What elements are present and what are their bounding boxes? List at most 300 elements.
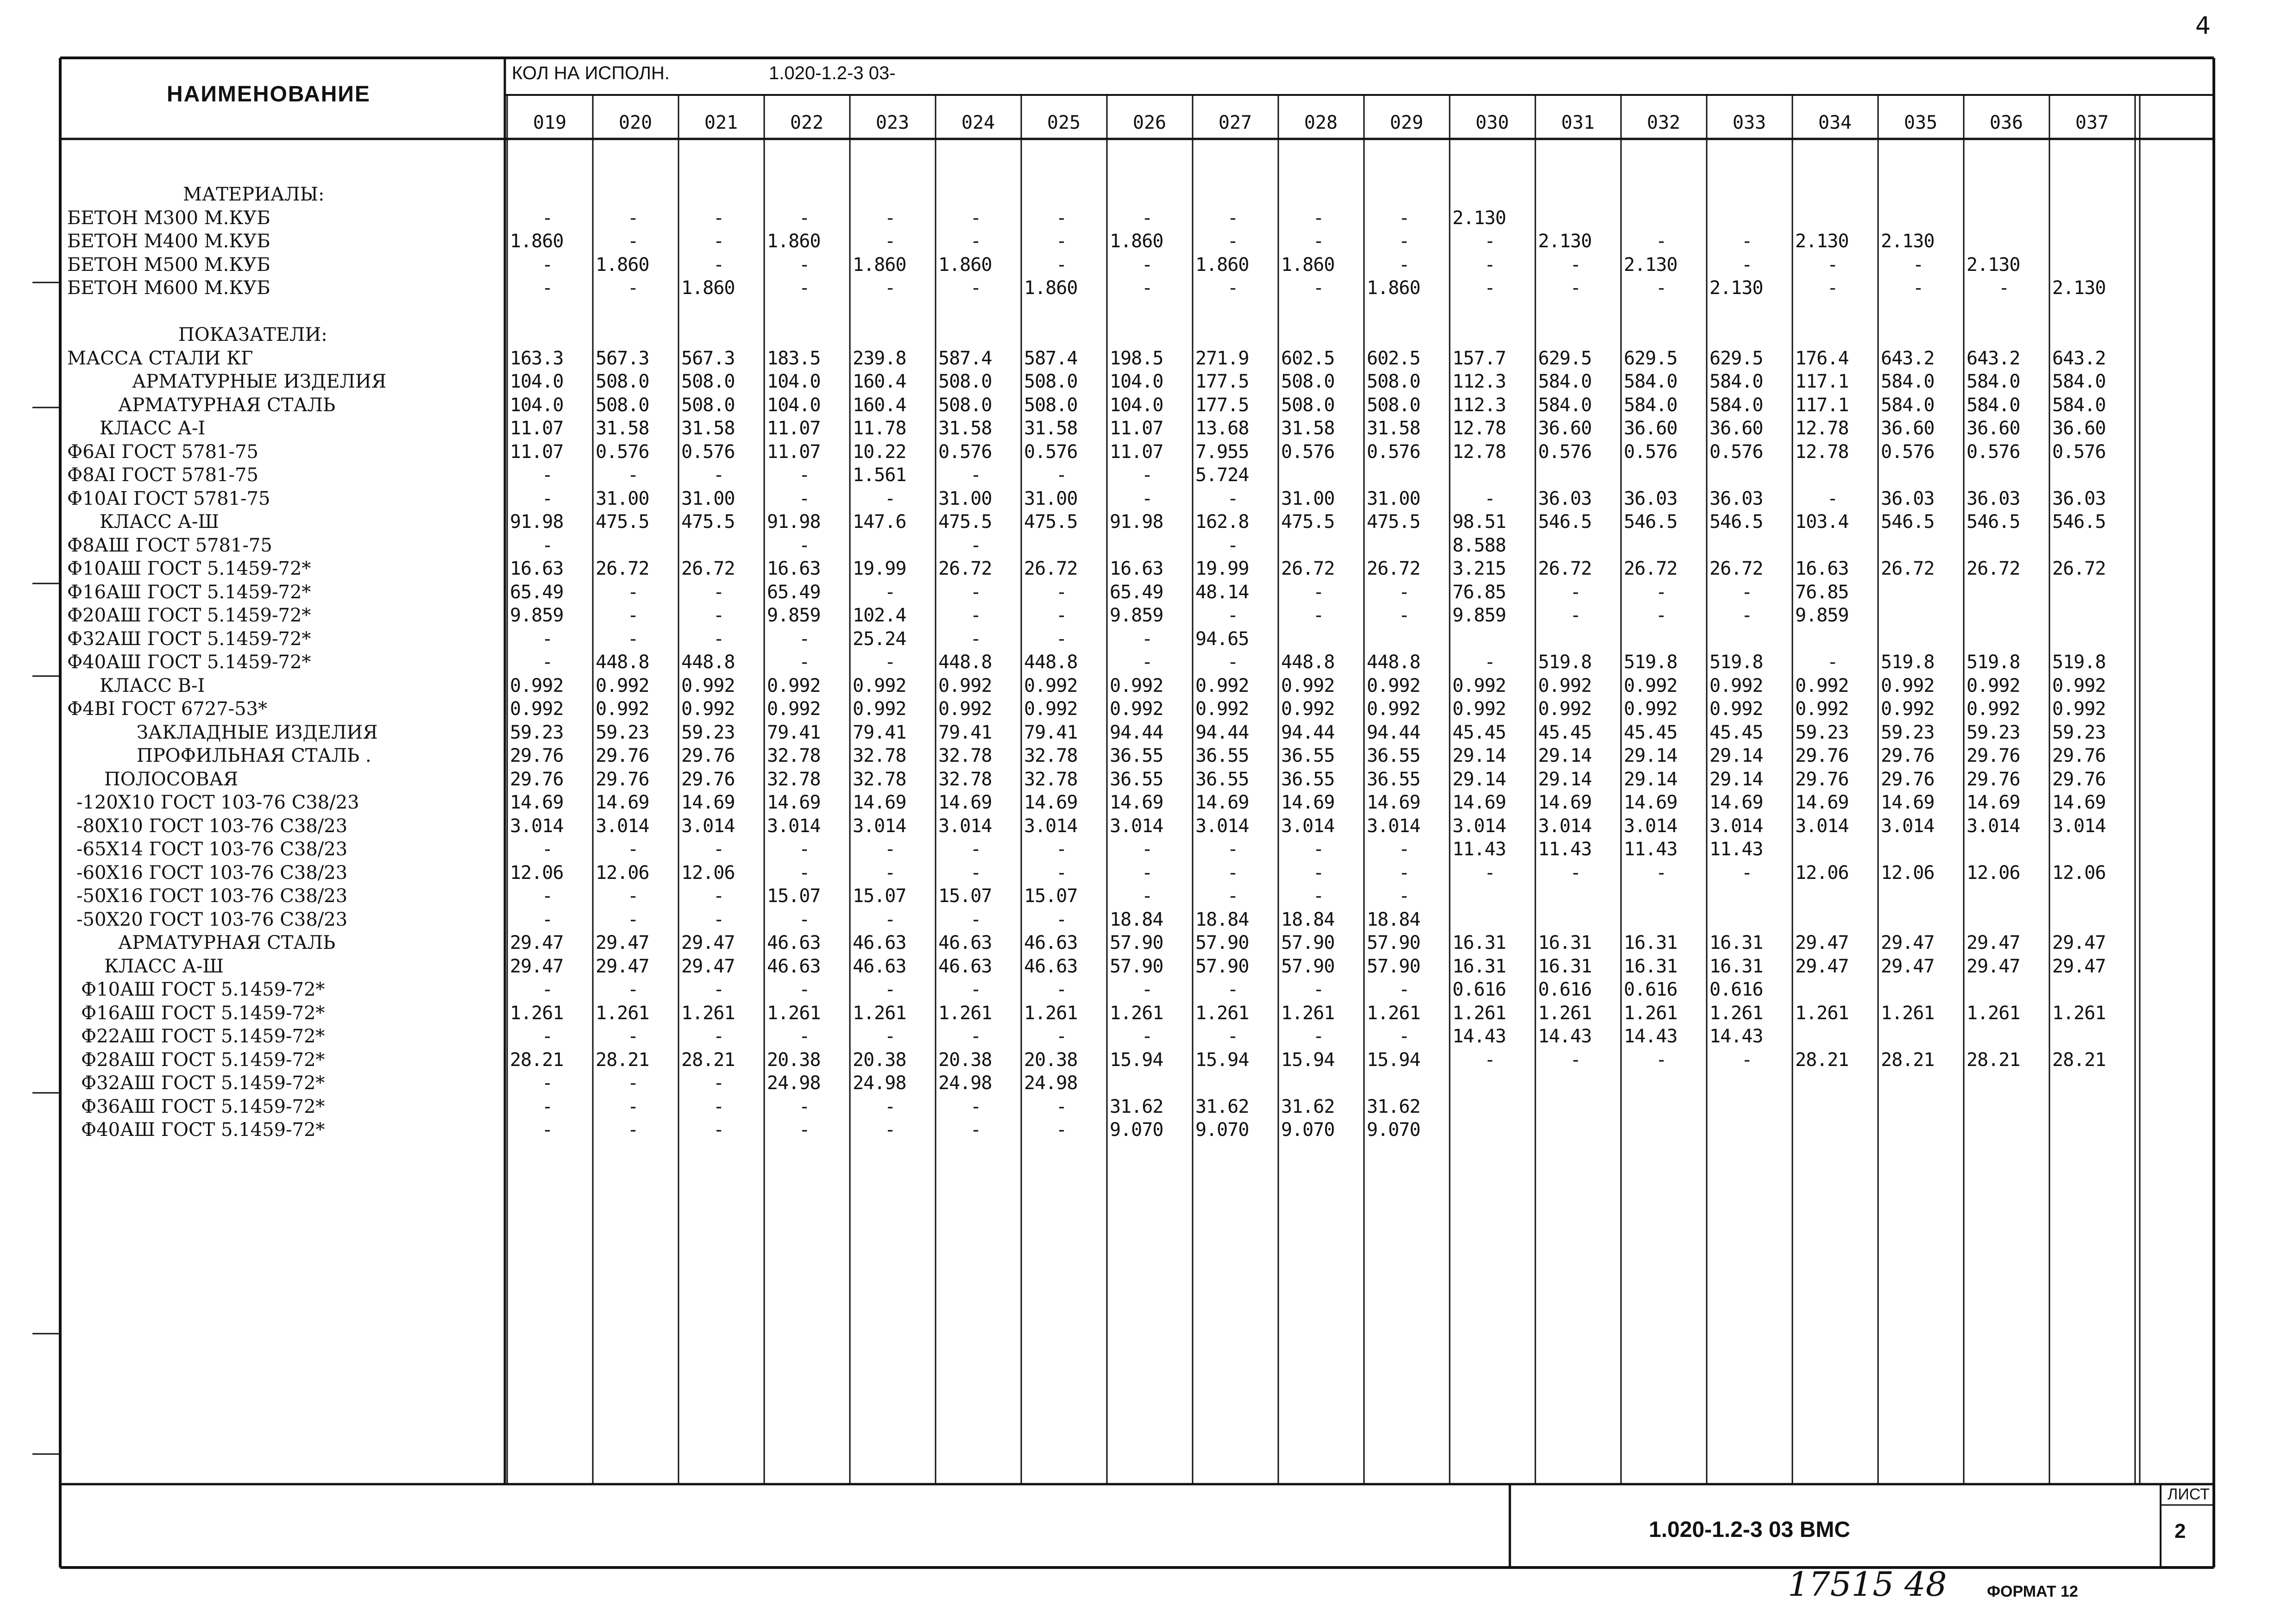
- row-label: КЛАСС А-I: [100, 418, 206, 439]
- table-cell: 2.130: [1795, 231, 1849, 252]
- table-cell: -: [970, 979, 981, 1000]
- table-cell: -: [1142, 464, 1153, 486]
- table-cell: 2.130: [1538, 231, 1592, 252]
- table-cell: 11.43: [1538, 839, 1592, 860]
- table-cell: 584.0: [1967, 394, 2020, 416]
- table-cell: 508.0: [1024, 394, 1078, 416]
- table-cell: 3.014: [1709, 815, 1763, 837]
- table-cell: 9.859: [1110, 605, 1163, 626]
- table-cell: 448.8: [1367, 652, 1420, 673]
- table-cell: -: [970, 909, 981, 930]
- table-cell: 32.78: [853, 768, 906, 790]
- row-label: Ф22АШ ГОСТ 5.1459-72*: [81, 1026, 325, 1047]
- table-cell: 2.130: [2052, 277, 2106, 299]
- table-cell: 59.23: [2052, 721, 2106, 743]
- table-cell: 19.99: [1195, 558, 1249, 579]
- table-cell: -: [713, 605, 724, 626]
- table-cell: 567.3: [681, 347, 735, 369]
- table-cell: 0.992: [596, 698, 649, 720]
- table-cell: 475.5: [596, 511, 649, 533]
- table-cell: 1.261: [1452, 1002, 1506, 1024]
- table-cell: 0.576: [1538, 441, 1592, 463]
- table-cell: 112.3: [1452, 371, 1506, 392]
- row-label: БЕТОН М400 М.КУБ: [67, 231, 270, 252]
- table-cell: -: [1827, 652, 1838, 673]
- sheet-number: 2: [2174, 1520, 2186, 1542]
- table-cell: 0.576: [1624, 441, 1678, 463]
- table-cell: -: [799, 652, 810, 673]
- row-label: МАТЕРИАЛЫ:: [183, 184, 325, 205]
- table-cell: 546.5: [2052, 511, 2106, 533]
- table-cell: -: [1741, 254, 1753, 276]
- table-cell: 29.14: [1624, 768, 1678, 790]
- table-cell: 31.62: [1367, 1096, 1420, 1117]
- table-cell: 14.69: [1281, 792, 1335, 813]
- table-cell: -: [970, 1119, 981, 1141]
- table-cell: 31.00: [938, 488, 992, 509]
- table-cell: -: [1741, 1049, 1753, 1071]
- table-cell: 584.0: [1881, 371, 1935, 392]
- table-cell: 57.90: [1367, 955, 1420, 977]
- table-cell: 1.261: [1624, 1002, 1678, 1024]
- table-cell: -: [713, 628, 724, 650]
- table-cell: -: [1827, 254, 1838, 276]
- table-cell: 629.5: [1538, 347, 1592, 369]
- column-number: 030: [1475, 112, 1509, 133]
- table-cell: -: [542, 488, 553, 509]
- table-cell: -: [970, 534, 981, 556]
- table-cell: 9.859: [1795, 605, 1849, 626]
- table-cell: 2.130: [1624, 254, 1678, 276]
- table-cell: -: [1741, 605, 1753, 626]
- table-cell: 643.2: [1967, 347, 2020, 369]
- table-cell: 546.5: [1624, 511, 1678, 533]
- table-cell: -: [1313, 979, 1324, 1000]
- table-cell: -: [970, 277, 981, 299]
- row-label: Ф16АШ ГОСТ 5.1459-72*: [81, 1002, 325, 1024]
- table-cell: 12.06: [681, 862, 735, 884]
- table-cell: 1.860: [767, 231, 821, 252]
- table-cell: -: [885, 979, 896, 1000]
- table-cell: -: [1227, 885, 1238, 907]
- table-cell: 59.23: [681, 721, 735, 743]
- table-cell: 643.2: [1881, 347, 1935, 369]
- table-cell: 29.76: [2052, 745, 2106, 766]
- table-cell: 16.31: [1452, 955, 1506, 977]
- table-cell: -: [1227, 652, 1238, 673]
- table-cell: 36.55: [1367, 745, 1420, 766]
- table-cell: 239.8: [853, 347, 906, 369]
- table-cell: -: [1484, 277, 1496, 299]
- table-cell: -: [1142, 488, 1153, 509]
- table-cell: 0.576: [938, 441, 992, 463]
- table-cell: -: [799, 534, 810, 556]
- table-cell: 12.06: [596, 862, 649, 884]
- table-cell: -: [1056, 207, 1067, 229]
- table-cell: 3.014: [1195, 815, 1249, 837]
- table-cell: 31.58: [1024, 418, 1078, 439]
- table-cell: 29.76: [596, 768, 649, 790]
- row-label: БЕТОН М600 М.КУБ: [67, 277, 270, 299]
- table-cell: 448.8: [681, 652, 735, 673]
- table-cell: 14.69: [1795, 792, 1849, 813]
- row-label: -60Х16 ГОСТ 103-76 С38/23: [76, 862, 348, 884]
- table-cell: 94.44: [1110, 721, 1163, 743]
- column-number: 023: [875, 112, 910, 133]
- table-cell: -: [1142, 1026, 1153, 1047]
- column-number: 020: [618, 112, 653, 133]
- format-label: ФОРМАТ 12: [1987, 1583, 2078, 1600]
- table-cell: 1.261: [2052, 1002, 2106, 1024]
- table-cell: 475.5: [681, 511, 735, 533]
- table-cell: 36.60: [1624, 418, 1678, 439]
- row-label: КЛАСС А-Ш: [104, 955, 224, 977]
- row-label: Ф8АШ ГОСТ 5781-75: [67, 534, 272, 556]
- table-cell: 11.07: [1110, 441, 1163, 463]
- table-cell: 584.0: [2052, 371, 2106, 392]
- table-cell: 14.69: [1538, 792, 1592, 813]
- table-cell: -: [1399, 839, 1410, 860]
- table-cell: 157.7: [1452, 347, 1506, 369]
- table-cell: -: [713, 254, 724, 276]
- table-cell: 177.5: [1195, 394, 1249, 416]
- handwritten-number: 17515 48: [1788, 1565, 1947, 1604]
- table-cell: -: [1827, 488, 1838, 509]
- table-cell: 0.992: [596, 675, 649, 696]
- table-cell: 31.58: [1367, 418, 1420, 439]
- table-cell: 0.992: [1110, 698, 1163, 720]
- table-cell: -: [1227, 231, 1238, 252]
- table-cell: 0.992: [1024, 675, 1078, 696]
- table-cell: -: [628, 581, 639, 603]
- table-cell: -: [1741, 231, 1753, 252]
- table-cell: 57.90: [1281, 955, 1335, 977]
- table-cell: 1.860: [1195, 254, 1249, 276]
- table-cell: -: [1313, 231, 1324, 252]
- table-cell: -: [1313, 885, 1324, 907]
- table-cell: -: [799, 464, 810, 486]
- column-number: 021: [704, 112, 738, 133]
- row-label: МАССА СТАЛИ КГ: [67, 347, 253, 369]
- table-cell: 12.78: [1452, 441, 1506, 463]
- column-number: 029: [1389, 112, 1424, 133]
- table-cell: 36.03: [1881, 488, 1935, 509]
- row-label: БЕТОН М500 М.КУБ: [67, 254, 270, 276]
- table-cell: -: [628, 1119, 639, 1141]
- table-cell: 1.860: [853, 254, 906, 276]
- table-cell: 14.69: [938, 792, 992, 813]
- table-cell: 76.85: [1452, 581, 1506, 603]
- table-cell: 31.62: [1281, 1096, 1335, 1117]
- table-cell: 29.47: [1795, 932, 1849, 953]
- table-cell: 36.60: [1881, 418, 1935, 439]
- table-cell: 14.69: [1624, 792, 1678, 813]
- table-cell: 508.0: [938, 394, 992, 416]
- table-cell: 36.55: [1110, 745, 1163, 766]
- table-cell: 0.992: [1281, 675, 1335, 696]
- table-cell: 508.0: [1367, 394, 1420, 416]
- table-cell: 26.72: [1538, 558, 1592, 579]
- table-cell: 584.0: [1538, 394, 1592, 416]
- table-cell: -: [1142, 862, 1153, 884]
- table-cell: 1.261: [1110, 1002, 1163, 1024]
- table-cell: 546.5: [1967, 511, 2020, 533]
- table-cell: -: [1484, 862, 1496, 884]
- column-number: 032: [1646, 112, 1681, 133]
- table-cell: 94.44: [1195, 721, 1249, 743]
- table-cell: -: [1227, 605, 1238, 626]
- table-cell: 65.49: [1110, 581, 1163, 603]
- table-cell: -: [885, 1096, 896, 1117]
- table-cell: 14.69: [510, 792, 564, 813]
- table-cell: 602.5: [1367, 347, 1420, 369]
- table-cell: 16.63: [1795, 558, 1849, 579]
- table-cell: 26.72: [2052, 558, 2106, 579]
- table-cell: 94.65: [1195, 628, 1249, 650]
- table-cell: 20.38: [853, 1049, 906, 1071]
- table-cell: 1.261: [1195, 1002, 1249, 1024]
- table-cell: 14.69: [767, 792, 821, 813]
- table-cell: 12.78: [1452, 418, 1506, 439]
- table-cell: -: [713, 581, 724, 603]
- table-cell: 18.84: [1281, 909, 1335, 930]
- table-cell: 0.576: [1281, 441, 1335, 463]
- table-cell: 1.860: [681, 277, 735, 299]
- table-cell: 36.60: [1538, 418, 1592, 439]
- table-cell: 16.31: [1624, 932, 1678, 953]
- table-cell: 28.21: [1881, 1049, 1935, 1071]
- table-cell: -: [1227, 207, 1238, 229]
- table-cell: -: [1313, 207, 1324, 229]
- table-cell: 147.6: [853, 511, 906, 533]
- table-cell: -: [1313, 839, 1324, 860]
- table-cell: 1.261: [1538, 1002, 1592, 1024]
- row-label: -65Х14 ГОСТ 103-76 С38/23: [76, 839, 348, 860]
- table-cell: -: [1056, 979, 1067, 1000]
- table-cell: -: [542, 628, 553, 650]
- table-cell: -: [1827, 277, 1838, 299]
- table-cell: 3.014: [938, 815, 992, 837]
- table-cell: 0.992: [1110, 675, 1163, 696]
- table-cell: 31.58: [938, 418, 992, 439]
- table-cell: 36.03: [2052, 488, 2106, 509]
- table-cell: -: [1570, 862, 1581, 884]
- table-cell: 102.4: [853, 605, 906, 626]
- table-cell: 103.4: [1795, 511, 1849, 533]
- table-cell: 0.992: [1795, 698, 1849, 720]
- table-cell: 32.78: [767, 745, 821, 766]
- column-number: 028: [1304, 112, 1338, 133]
- table-cell: 3.215: [1452, 558, 1506, 579]
- table-cell: 57.90: [1195, 932, 1249, 953]
- table-cell: -: [1313, 1026, 1324, 1047]
- table-cell: -: [542, 464, 553, 486]
- table-cell: -: [885, 909, 896, 930]
- table-cell: 32.78: [767, 768, 821, 790]
- table-cell: -: [1399, 207, 1410, 229]
- table-cell: 18.84: [1110, 909, 1163, 930]
- table-cell: -: [628, 207, 639, 229]
- table-cell: 0.992: [1967, 698, 2020, 720]
- table-cell: -: [628, 1096, 639, 1117]
- table-cell: 57.90: [1281, 932, 1335, 953]
- table-cell: 112.3: [1452, 394, 1506, 416]
- table-cell: 177.5: [1195, 371, 1249, 392]
- table-cell: 29.47: [2052, 955, 2106, 977]
- table-cell: 36.03: [1624, 488, 1678, 509]
- table-cell: -: [628, 464, 639, 486]
- table-cell: -: [1399, 231, 1410, 252]
- table-cell: 94.44: [1281, 721, 1335, 743]
- table-cell: 29.14: [1709, 768, 1763, 790]
- table-cell: 0.992: [1881, 698, 1935, 720]
- table-cell: -: [1142, 652, 1153, 673]
- table-cell: 584.0: [1538, 371, 1592, 392]
- table-cell: -: [1056, 464, 1067, 486]
- table-cell: 3.014: [1452, 815, 1506, 837]
- table-cell: -: [628, 1026, 639, 1047]
- table-cell: 508.0: [596, 371, 649, 392]
- table-cell: -: [713, 1119, 724, 1141]
- table-cell: 45.45: [1538, 721, 1592, 743]
- table-cell: 1.261: [1024, 1002, 1078, 1024]
- table-cell: 3.014: [1624, 815, 1678, 837]
- table-cell: 2.130: [1452, 207, 1506, 229]
- table-cell: 160.4: [853, 394, 906, 416]
- table-cell: 28.21: [1967, 1049, 2020, 1071]
- table-cell: 28.21: [1795, 1049, 1849, 1071]
- table-cell: 11.43: [1709, 839, 1763, 860]
- table-cell: -: [628, 277, 639, 299]
- table-cell: 16.63: [767, 558, 821, 579]
- table-cell: -: [885, 1119, 896, 1141]
- table-cell: 15.07: [767, 885, 821, 907]
- table-cell: 176.4: [1795, 347, 1849, 369]
- table-cell: -: [1913, 277, 1924, 299]
- table-cell: 32.78: [938, 745, 992, 766]
- table-cell: -: [1656, 605, 1667, 626]
- table-cell: 18.84: [1367, 909, 1420, 930]
- table-cell: 587.4: [1024, 347, 1078, 369]
- table-cell: 104.0: [1110, 394, 1163, 416]
- table-cell: 28.21: [681, 1049, 735, 1071]
- table-cell: 0.992: [1624, 675, 1678, 696]
- table-cell: -: [1227, 534, 1238, 556]
- table-cell: -: [1570, 277, 1581, 299]
- table-cell: 271.9: [1195, 347, 1249, 369]
- column-number: 027: [1218, 112, 1252, 133]
- table-cell: 508.0: [596, 394, 649, 416]
- table-cell: -: [713, 839, 724, 860]
- table-cell: -: [885, 581, 896, 603]
- table-cell: -: [799, 862, 810, 884]
- table-cell: -: [1227, 488, 1238, 509]
- table-cell: 546.5: [1538, 511, 1592, 533]
- row-label: АРМАТУРНЫЕ ИЗДЕЛИЯ: [132, 371, 387, 392]
- table-cell: 15.94: [1367, 1049, 1420, 1071]
- table-cell: 31.58: [596, 418, 649, 439]
- table-cell: 36.03: [1709, 488, 1763, 509]
- table-cell: 584.0: [2052, 394, 2106, 416]
- table-cell: 94.44: [1367, 721, 1420, 743]
- table-cell: 12.06: [1967, 862, 2020, 884]
- table-cell: -: [970, 839, 981, 860]
- table-cell: -: [970, 862, 981, 884]
- table-cell: 29.47: [596, 955, 649, 977]
- table-cell: 602.5: [1281, 347, 1335, 369]
- table-cell: 29.47: [1795, 955, 1849, 977]
- table-cell: 16.31: [1709, 932, 1763, 953]
- table-cell: 0.576: [1024, 441, 1078, 463]
- table-cell: 1.860: [1367, 277, 1420, 299]
- row-label: ПОЛОСОВАЯ: [104, 768, 239, 790]
- table-cell: 28.21: [2052, 1049, 2106, 1071]
- table-cell: 1.561: [853, 464, 906, 486]
- table-cell: 46.63: [1024, 955, 1078, 977]
- column-number: 025: [1047, 112, 1081, 133]
- table-cell: 26.72: [681, 558, 735, 579]
- table-cell: 0.992: [1709, 675, 1763, 696]
- table-cell: 3.014: [1881, 815, 1935, 837]
- column-number: 019: [533, 112, 567, 133]
- table-cell: 1.261: [767, 1002, 821, 1024]
- table-cell: -: [885, 652, 896, 673]
- table-cell: 0.992: [681, 698, 735, 720]
- table-cell: 11.43: [1624, 839, 1678, 860]
- table-cell: -: [1570, 605, 1581, 626]
- table-cell: 45.45: [1452, 721, 1506, 743]
- table-cell: 29.47: [681, 932, 735, 953]
- table-cell: -: [1399, 581, 1410, 603]
- table-cell: 14.69: [1195, 792, 1249, 813]
- table-cell: 29.76: [1967, 745, 2020, 766]
- table-cell: 32.78: [1024, 745, 1078, 766]
- table-cell: 162.8: [1195, 511, 1249, 533]
- table-cell: 29.14: [1538, 745, 1592, 766]
- table-cell: -: [885, 839, 896, 860]
- table-cell: -: [542, 1026, 553, 1047]
- table-cell: 104.0: [767, 371, 821, 392]
- table-cell: -: [1313, 862, 1324, 884]
- row-label: Ф10АШ ГОСТ 5.1459-72*: [81, 979, 325, 1000]
- table-cell: 3.014: [853, 815, 906, 837]
- table-cell: -: [628, 979, 639, 1000]
- table-cell: 36.55: [1281, 768, 1335, 790]
- row-label: -50Х16 ГОСТ 103-76 С38/23: [76, 885, 348, 907]
- table-cell: 14.69: [1452, 792, 1506, 813]
- table-cell: 46.63: [1024, 932, 1078, 953]
- table-cell: 36.55: [1367, 768, 1420, 790]
- table-cell: 29.76: [681, 745, 735, 766]
- table-cell: 26.72: [1881, 558, 1935, 579]
- table-cell: -: [1313, 277, 1324, 299]
- table-cell: 14.69: [1967, 792, 2020, 813]
- table-cell: 29.76: [681, 768, 735, 790]
- table-cell: 1.860: [510, 231, 564, 252]
- table-cell: 0.576: [1881, 441, 1935, 463]
- table-cell: -: [1656, 277, 1667, 299]
- table-cell: -: [1484, 231, 1496, 252]
- table-cell: 9.859: [510, 605, 564, 626]
- table-cell: 79.41: [1024, 721, 1078, 743]
- table-cell: 29.47: [1881, 955, 1935, 977]
- table-cell: 3.014: [1967, 815, 2020, 837]
- table-cell: 16.63: [510, 558, 564, 579]
- table-cell: 629.5: [1709, 347, 1763, 369]
- table-cell: -: [628, 839, 639, 860]
- table-cell: 65.49: [767, 581, 821, 603]
- table-cell: -: [1484, 652, 1496, 673]
